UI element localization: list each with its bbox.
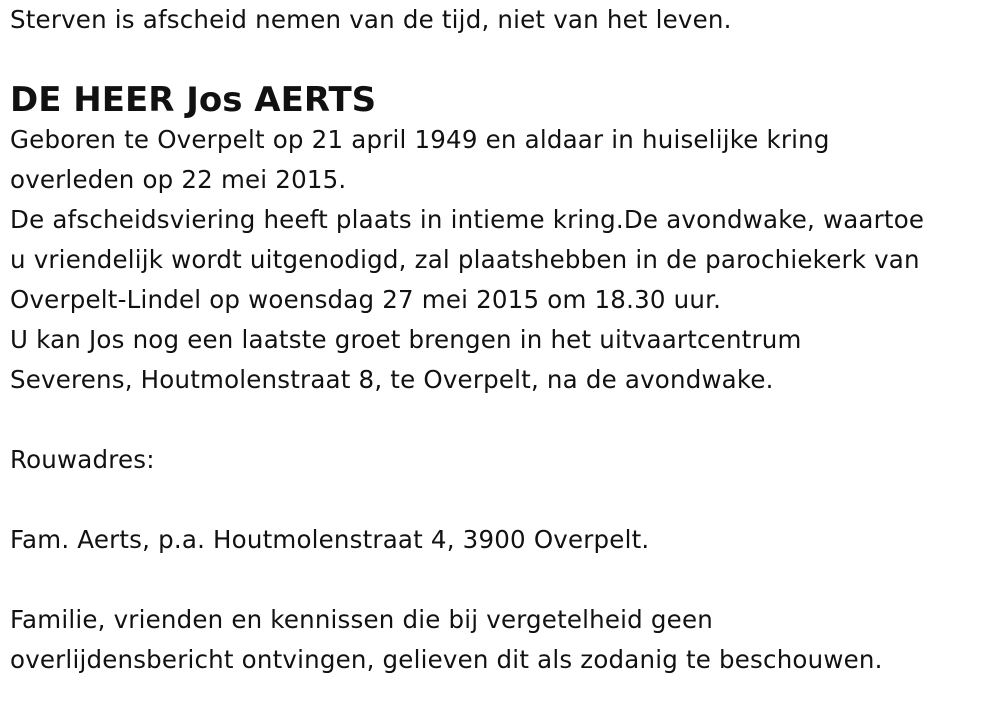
spacer — [10, 480, 995, 520]
body-line: U kan Jos nog een laatste groet brengen in het uitvaartcentrum — [10, 325, 802, 354]
spacer — [10, 400, 995, 440]
closing-line: Familie, vrienden en kennissen die bij vergetelheid geen — [10, 605, 713, 634]
body-line: u vriendelijk wordt uitgenodigd, zal plaatshebben in de parochiekerk van — [10, 245, 920, 274]
body-line: De afscheidsviering heeft plaats in intieme kring.De avondwake, waartoe — [10, 205, 925, 234]
spacer — [10, 560, 995, 600]
obituary-notice — [10, 0, 995, 680]
closing-line: overlijdensbericht ontvingen, gelieven dit als zodanig te beschouwen. — [10, 645, 883, 674]
body-line: Severens, Houtmolenstraat 8, te Overpelt, na de avondwake. — [10, 365, 774, 394]
deceased-name-title: DE HEER Jos AERTS — [10, 80, 377, 120]
motto-text: Sterven is afscheid nemen van de tijd, niet van het leven. — [10, 5, 732, 34]
address-label: Rouwadres: — [10, 445, 155, 474]
spacer — [10, 40, 995, 80]
mourning-address: Fam. Aerts, p.a. Houtmolenstraat 4, 3900 Overpelt. — [10, 525, 650, 554]
body-line: Geboren te Overpelt op 21 april 1949 en aldaar in huiselijke kring — [10, 125, 830, 154]
body-line: Overpelt-Lindel op woensdag 27 mei 2015 om 18.30 uur. — [10, 285, 722, 314]
body-line: overleden op 22 mei 2015. — [10, 165, 347, 194]
